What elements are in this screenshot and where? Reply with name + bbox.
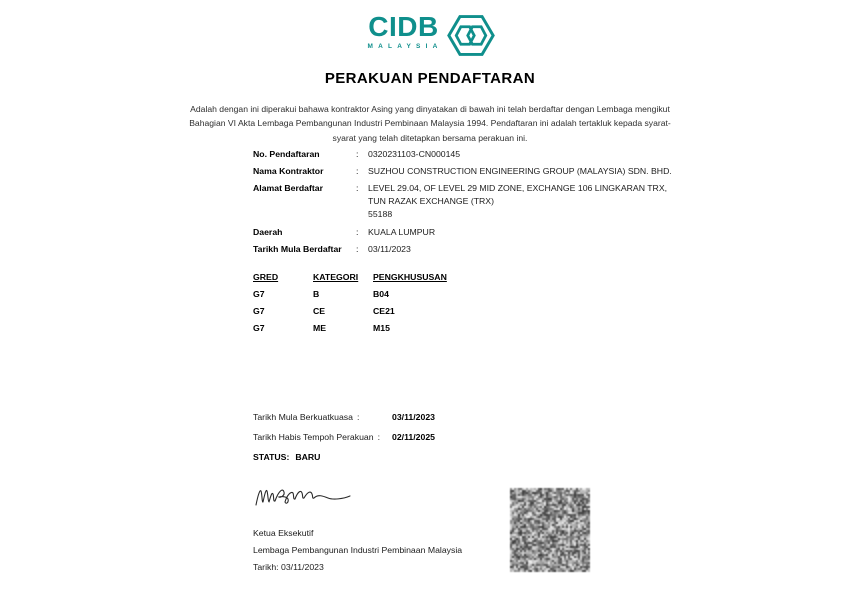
header-gred: GRED <box>253 272 279 282</box>
signatory-role: Ketua Eksekutif <box>253 528 314 538</box>
handwritten-signature <box>253 481 353 513</box>
grading-table <box>253 271 463 339</box>
cell-kategori: CE <box>313 306 326 316</box>
label-no-pendaftaran: No. Pendaftaran <box>253 149 320 159</box>
colon: : <box>356 226 359 237</box>
status-badge: BARU <box>295 452 321 462</box>
certificate-header <box>0 0 860 145</box>
row-no-pendaftaran <box>253 148 672 160</box>
intro-line-1: Adalah dengan ini diperakui bahawa kontraktor Asing yang dinyatakan di bawah ini telah berdaftar dengan Lembaga mengikut <box>190 104 670 114</box>
row-daerah <box>253 226 672 238</box>
alamat-line-2: TUN RAZAK EXCHANGE (TRX) <box>368 196 494 206</box>
value-alamat-berdaftar <box>368 182 667 221</box>
cell-gred: G7 <box>253 306 265 316</box>
colon: : <box>377 432 380 442</box>
validity-section <box>253 411 435 462</box>
registration-details <box>253 148 672 260</box>
label-alamat-berdaftar: Alamat Berdaftar <box>253 183 324 193</box>
intro-line-2: Bahagian VI Akta Lembaga Pembangunan Industri Pembinaan Malaysia 1994. Pendaftaran ini adalah tertakluk kepada syarat- <box>189 118 671 129</box>
cidb-logo-text <box>365 13 443 50</box>
header-pengkhususan: PENGKHUSUSAN <box>373 272 447 282</box>
label-nama-kontraktor: Nama Kontraktor <box>253 166 324 176</box>
value-no-pendaftaran: 0320231103-CN000145 <box>368 149 461 159</box>
value-nama-kontraktor: SUZHOU CONSTRUCTION ENGINEERING GROUP (MALAYSIA) SDN. BHD. <box>368 166 672 176</box>
colon: : <box>356 412 360 422</box>
cell-kategori: B <box>313 289 320 299</box>
table-row <box>253 305 463 317</box>
label-tarikh-habis-tempoh: Tarikh Habis Tempoh Perakuan <box>253 432 374 442</box>
header-kategori: KATEGORI <box>313 272 359 282</box>
label-daerah: Daerah <box>253 226 283 237</box>
qr-code <box>510 488 590 572</box>
colon: : <box>356 166 359 176</box>
label-tarikh-mula-berdaftar: Tarikh Mula Berdaftar <box>253 243 342 254</box>
value-tarikh-mula-berkuatkuasa: 03/11/2023 <box>392 412 435 422</box>
row-alamat-berdaftar <box>253 182 672 221</box>
row-tarikh-mula-berkuatkuasa <box>253 411 435 431</box>
status-label: STATUS: <box>253 452 290 462</box>
table-row <box>253 322 463 334</box>
cell-gred: G7 <box>253 323 265 333</box>
signatory-organisation: Lembaga Pembangunan Industri Pembinaan Malaysia <box>253 545 463 555</box>
cidb-logo <box>365 13 496 62</box>
value-daerah: KUALA LUMPUR <box>368 226 436 237</box>
alamat-line-1: LEVEL 29.04, OF LEVEL 29 MID ZONE, EXCHANGE 106 LINGKARAN TRX, <box>368 183 668 193</box>
cell-pengkhususan: M15 <box>373 323 390 333</box>
grading-header-row <box>253 271 463 283</box>
cidb-hexagon-icon <box>447 14 495 62</box>
value-tarikh-mula-berdaftar: 03/11/2023 <box>368 243 411 254</box>
value-tarikh-habis-tempoh: 02/11/2025 <box>392 432 435 442</box>
label-tarikh-mula-berkuatkuasa: Tarikh Mula Berkuatkuasa <box>253 412 353 422</box>
cidb-brand-name: CIDB <box>368 11 439 42</box>
cell-gred: G7 <box>253 289 265 299</box>
cidb-brand-country: MALAYSIA <box>367 43 443 50</box>
colon: : <box>356 183 359 193</box>
colon: : <box>356 149 359 159</box>
cell-pengkhususan: B04 <box>373 289 389 299</box>
status-line <box>253 452 380 462</box>
colon: : <box>356 243 359 254</box>
cell-kategori: ME <box>313 323 327 333</box>
signatory-date: Tarikh: 03/11/2023 <box>253 562 324 572</box>
signature-block <box>253 481 353 518</box>
row-nama-kontraktor <box>253 165 672 177</box>
table-row <box>253 288 463 300</box>
row-tarikh-habis-tempoh <box>253 431 435 451</box>
row-tarikh-mula-berdaftar <box>253 243 672 255</box>
cell-pengkhususan: CE21 <box>373 306 395 316</box>
intro-line-3: syarat yang telah ditetapkan bersama perakuan ini. <box>332 132 528 143</box>
page-title: PERAKUAN PENDAFTARAN <box>324 70 536 87</box>
alamat-line-3: 55188 <box>368 209 393 219</box>
intro-paragraph <box>0 102 860 145</box>
signatory-footer <box>253 525 462 576</box>
